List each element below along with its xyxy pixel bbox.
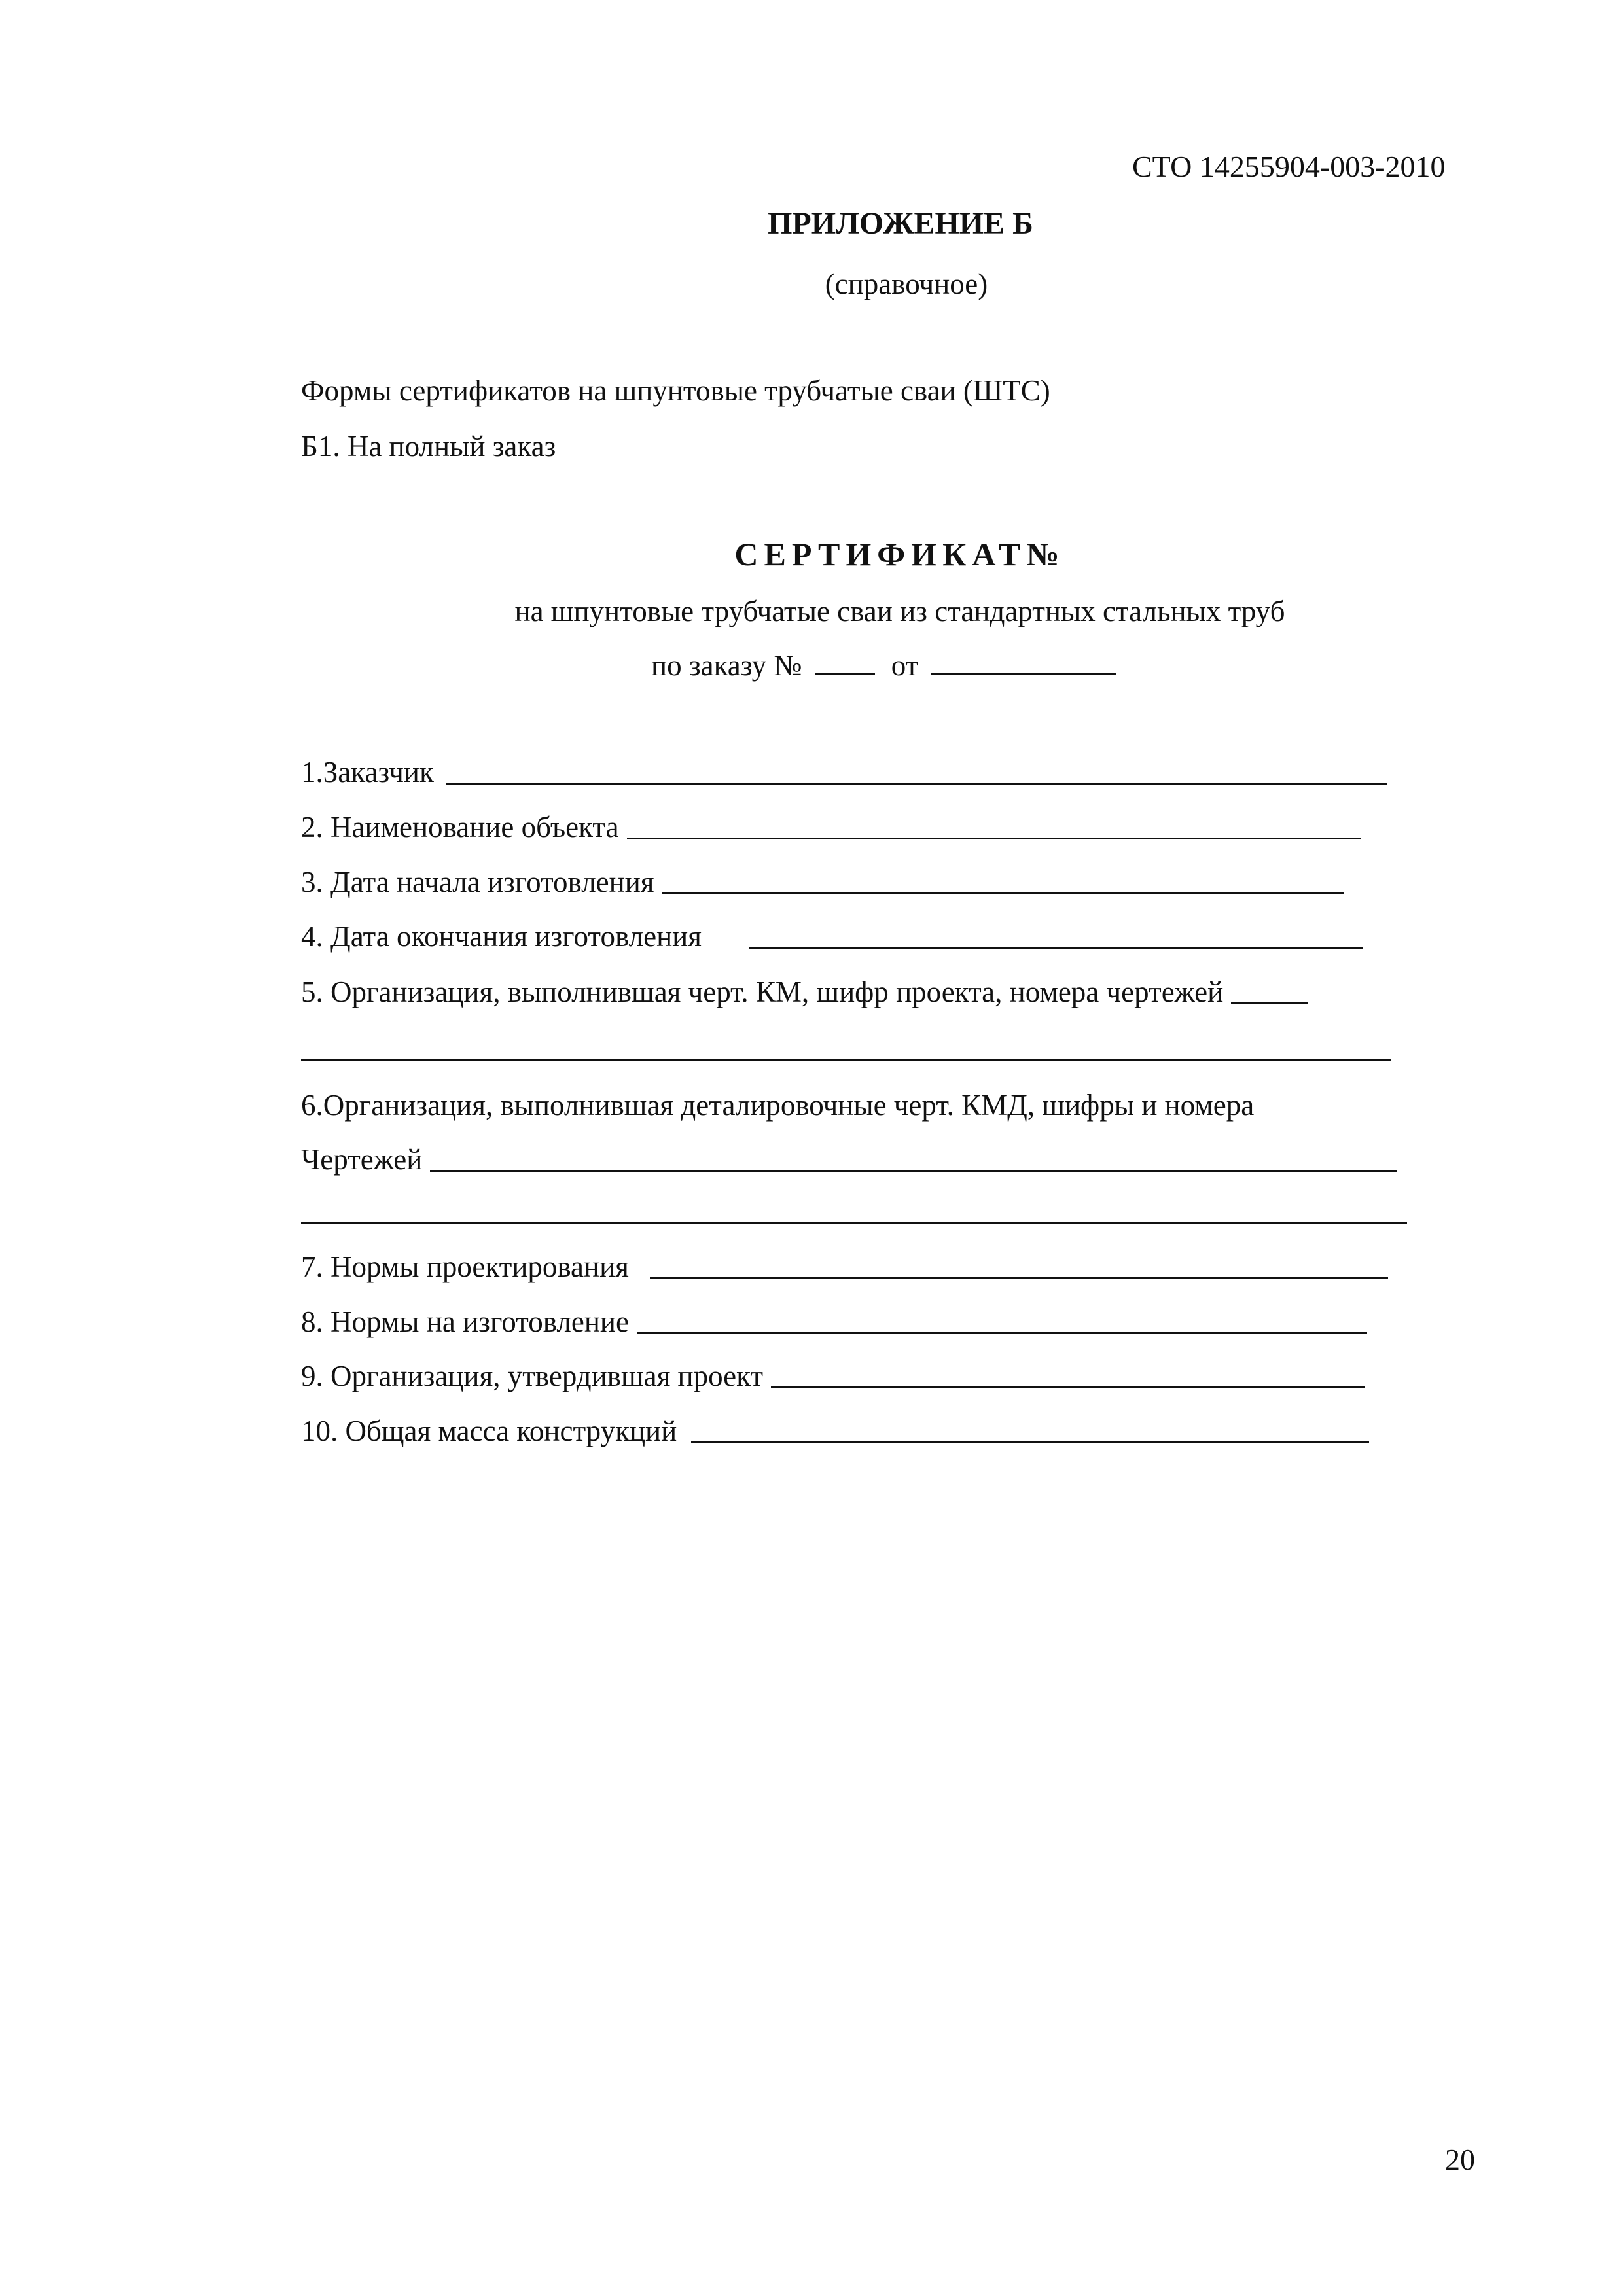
order-prefix: по заказу №: [651, 649, 802, 682]
field-approving-organization: [301, 1362, 1365, 1391]
field-total-mass: [301, 1417, 1369, 1446]
field-label: 3. Дата начала изготовления: [301, 866, 654, 898]
field-km-organization-blank-2[interactable]: [301, 1059, 1391, 1061]
field-design-norms: [301, 1252, 1388, 1282]
order-section-title: Б1. На полный заказ: [301, 430, 556, 463]
order-date-blank[interactable]: [931, 671, 1116, 675]
page-number: 20: [1445, 2143, 1475, 2176]
field-start-date: [301, 868, 1344, 897]
field-end-date-blank[interactable]: [749, 947, 1363, 949]
field-label: 8. Нормы на изготовление: [301, 1305, 629, 1338]
field-manufacturing-norms: [301, 1307, 1367, 1337]
field-label: 4. Дата окончания изготовления: [301, 920, 702, 953]
field-label: 6.Организация, выполнившая деталировочные черт. КМД, шифры и номера: [301, 1089, 1255, 1122]
field-object-name-blank[interactable]: [627, 838, 1361, 839]
appendix-note: (справочное): [825, 268, 988, 300]
order-number-line: [651, 651, 1116, 680]
order-from: от: [891, 649, 919, 682]
certificate-subtitle: на шпунтовые трубчатые сваи из стандартных стальных труб: [514, 595, 1285, 627]
field-drawings-blank-2[interactable]: [301, 1222, 1407, 1224]
forms-title: Формы сертификатов на шпунтовые трубчатые сваи (ШТС): [301, 374, 1050, 407]
appendix-title: ПРИЛОЖЕНИЕ Б: [768, 206, 1033, 241]
field-label: 9. Организация, утвердившая проект: [301, 1360, 764, 1392]
field-label: 1.Заказчик: [301, 756, 434, 788]
field-drawings: [301, 1145, 1397, 1174]
field-label: 2. Наименование объекта: [301, 811, 619, 843]
field-end-date: [301, 922, 1363, 951]
order-number-blank[interactable]: [815, 671, 875, 675]
field-label: 7. Нормы проектирования: [301, 1250, 629, 1283]
field-km-organization-blank[interactable]: [1231, 1002, 1308, 1004]
field-design-norms-blank[interactable]: [650, 1277, 1388, 1279]
field-approving-organization-blank[interactable]: [771, 1386, 1365, 1388]
field-start-date-blank[interactable]: [662, 892, 1344, 894]
field-customer: [301, 758, 1387, 787]
field-total-mass-blank[interactable]: [691, 1441, 1369, 1443]
document-code: СТО 14255904-003-2010: [1132, 150, 1446, 183]
field-manufacturing-norms-blank[interactable]: [637, 1332, 1367, 1334]
field-label: Чертежей: [301, 1143, 423, 1176]
certificate-title: СЕРТИФИКАТ№: [734, 536, 1065, 573]
field-km-organization: [301, 978, 1308, 1007]
field-drawings-blank[interactable]: [430, 1170, 1397, 1172]
field-object-name: [301, 813, 1361, 842]
field-customer-blank[interactable]: [446, 783, 1387, 785]
field-label: 10. Общая масса конструкций: [301, 1415, 677, 1447]
field-kmd-organization: [301, 1091, 1254, 1120]
field-label: 5. Организация, выполнившая черт. КМ, шифр проекта, номера чертежей: [301, 976, 1224, 1008]
